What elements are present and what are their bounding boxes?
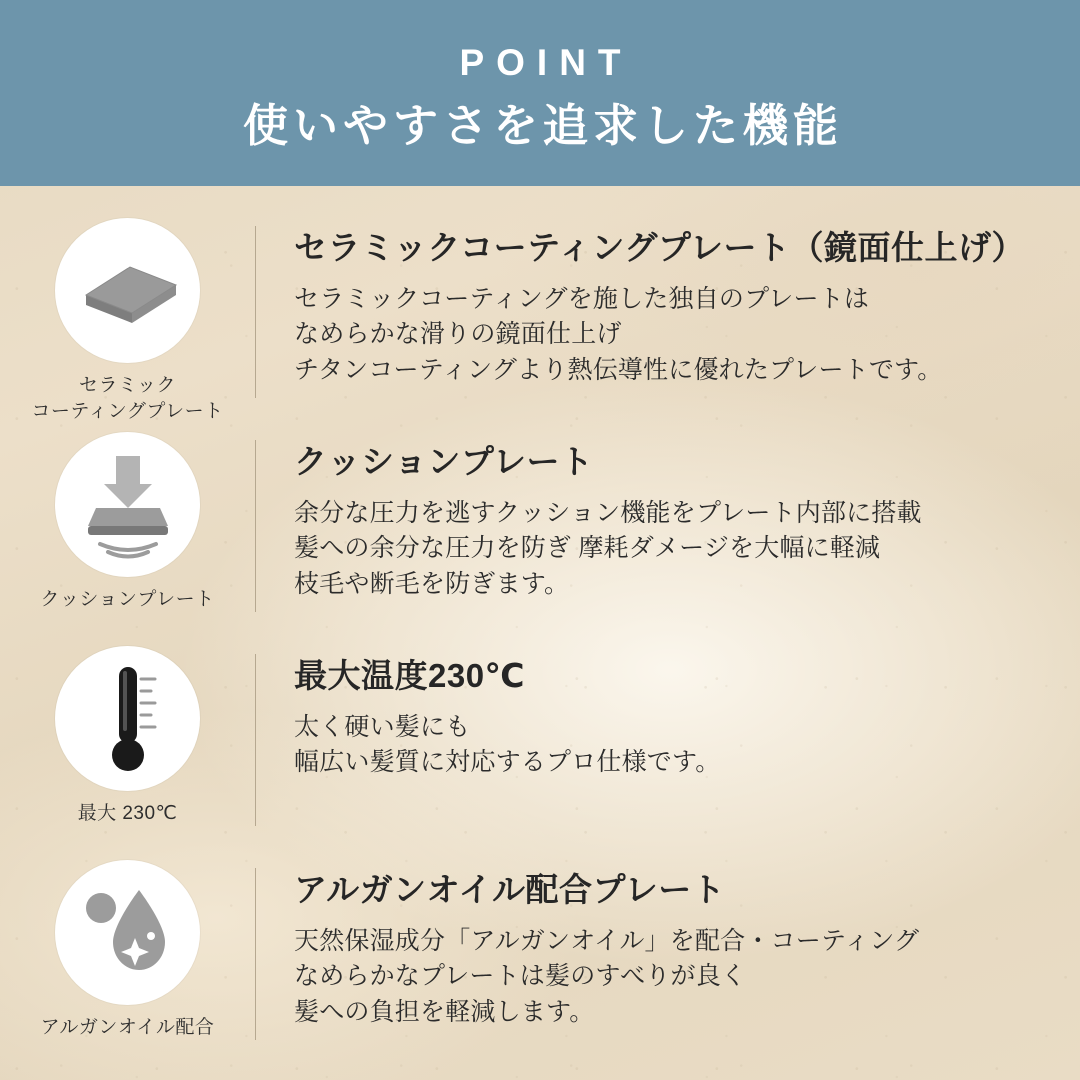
feature-icon-column xyxy=(0,844,255,1041)
caption-line-1: セラミック xyxy=(78,375,177,396)
feature-body-line: セラミックコーティングを施した独自のプレートは xyxy=(294,284,870,313)
feature-title: 最大温度230℃ xyxy=(294,657,526,694)
feature-item xyxy=(0,630,1080,844)
feature-text-column xyxy=(256,202,1080,388)
feature-icon-caption xyxy=(41,1015,215,1041)
caption-line-1: クッションプレート xyxy=(40,589,215,610)
feature-title: セラミックコーティングプレート（鏡面仕上げ） xyxy=(294,229,1026,266)
feature-item xyxy=(0,844,1080,1058)
feature-body-line: 太く硬い髪にも xyxy=(294,712,471,741)
header-headline: 使いやすさを追求した機能 xyxy=(242,100,843,151)
feature-icon-caption xyxy=(40,587,214,613)
ceramic-plate-icon xyxy=(55,218,200,363)
feature-body-line: 髪への負担を軽減します。 xyxy=(294,997,595,1026)
feature-text-column xyxy=(256,844,1080,1030)
feature-body-line: 枝毛や断毛を防ぎます。 xyxy=(294,569,570,598)
feature-body-line: 髪への余分な圧力を防ぎ 摩耗ダメージを大幅に軽減 xyxy=(294,534,881,563)
feature-icon-column xyxy=(0,202,255,424)
header-eyebrow: POINT xyxy=(459,42,633,83)
feature-body-line: 幅広い髪質に対応するプロ仕様です。 xyxy=(294,748,721,777)
feature-list xyxy=(0,186,1080,1058)
feature-body-line: チタンコーティングより熱伝導性に優れたプレートです。 xyxy=(294,355,943,384)
feature-body-line: なめらかなプレートは髪のすべりが良く xyxy=(294,962,747,991)
argan-oil-drop-icon xyxy=(55,860,200,1005)
caption-line-2: コーティングプレート xyxy=(31,400,224,422)
header-banner xyxy=(0,0,1080,186)
feature-icon-column xyxy=(0,630,255,827)
feature-body-line: 余分な圧力を逃すクッション機能をプレート内部に搭載 xyxy=(294,498,922,527)
feature-body xyxy=(294,924,1056,1031)
feature-body xyxy=(294,282,1056,389)
feature-title: クッションプレート xyxy=(294,443,594,480)
feature-item xyxy=(0,202,1080,422)
feature-item xyxy=(0,416,1080,630)
feature-body-line: なめらかな滑りの鏡面仕上げ xyxy=(294,320,622,349)
feature-body xyxy=(294,710,1056,781)
cushion-plate-icon xyxy=(55,432,200,577)
feature-icon-column xyxy=(0,416,255,613)
feature-icon-caption xyxy=(78,801,178,827)
feature-text-column xyxy=(256,416,1080,602)
feature-body-line: 天然保湿成分「アルガンオイル」を配合・コーティング xyxy=(294,926,920,955)
feature-title: アルガンオイル配合プレート xyxy=(294,871,726,908)
caption-line-1: 最大 230℃ xyxy=(77,803,178,824)
thermometer-icon xyxy=(55,646,200,791)
caption-line-1: アルガンオイル配合 xyxy=(40,1017,215,1038)
feature-text-column xyxy=(256,630,1080,781)
feature-body xyxy=(294,496,1056,603)
